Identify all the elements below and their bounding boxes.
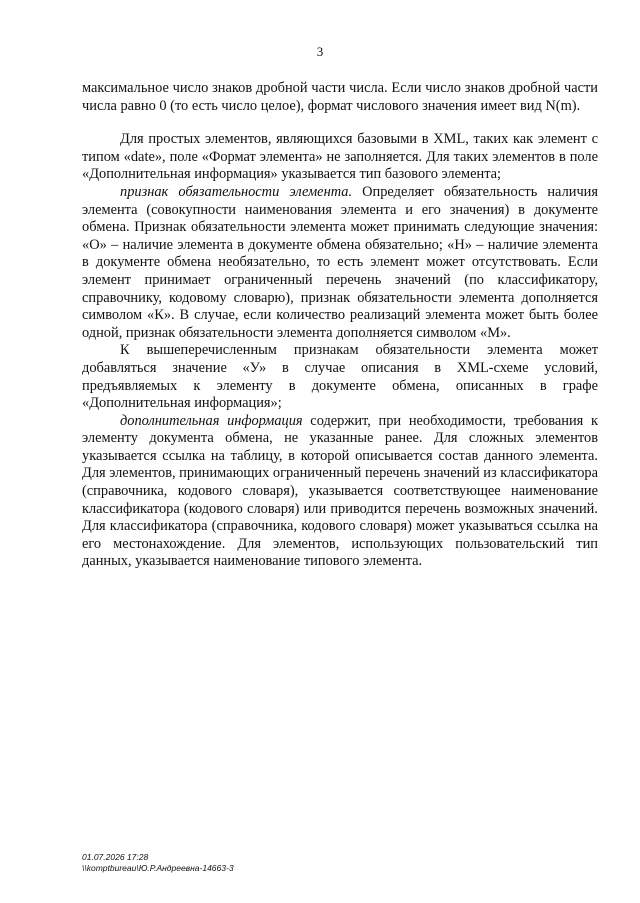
paragraph-5-text: содержит, при необходимости, требования к элементу документа обмена, не указанные ранее. Для сложных элементов указывается ссылка на таблицу, в которой описывается состав данного элемента. Для элементов, принимающих ограниченный перечень значений из классификатора (справочника, кодового словаря), указывается соответствующее наименование классификатора (кодового словаря) или приводится перечень возможных значений. Для классификатора (справочника, кодового словаря) может указываться ссылка на его местонахождение. Для элементов, использующих пользовательский тип данных, указывается наименование типового элемента. [82,412,599,570]
page-number: 3 [316,44,324,59]
document-body [82,80,598,571]
footer-file-ref: \\komptbureau\Ю.Р.Андреевна-14663-3 [82,863,234,873]
paragraph-3-text: Определяет обязательность наличия элемента (совокупности наименования элемента и его значения) в документе обмена. Признак обязательности элемента может принимать следующие значения: «О» – наличие элемента в документе обмена обязательно; «Н» – наличие элемента в документе обмена необязательно, то есть элемент может отсутствовать. Если элемент принимает ограниченный перечень значений (по классификатору, справочнику, кодовому словарю), признак обязательности элемента дополняется символом «К». В случае, если количество реализаций элемента может быть более одной, признак обязательности элемента дополняется символом «М». [82,183,599,341]
paragraph-3 [82,184,598,342]
footer-datetime: 01.07.2026 17:28 [82,852,149,862]
term-additional-info: дополнительная информация [120,412,303,429]
paragraph-4: К вышеперечисленным признакам обязательности элемента может добавляться значение «У» в случае описания в XML-схеме условий, предъявляемых к элементу в документе обмена, описанных в графе «Дополнительная информация»; [82,342,598,412]
paragraph-5 [82,413,598,571]
footer-stamp [82,852,234,874]
paragraph-2: Для простых элементов, являющихся базовыми в XML, таких как элемент с типом «date», поле «Формат элемента» не заполняется. Для таких элементов в поле «Дополнительная информация» указывается тип базового элемента; [82,131,598,183]
term-mandatory-flag: признак обязательности элемента. [120,183,353,200]
paragraph-1: максимальное число знаков дробной части числа. Если число знаков дробной части числа равно 0 (то есть число целое), формат числового значения имеет вид N(m). [82,80,598,114]
